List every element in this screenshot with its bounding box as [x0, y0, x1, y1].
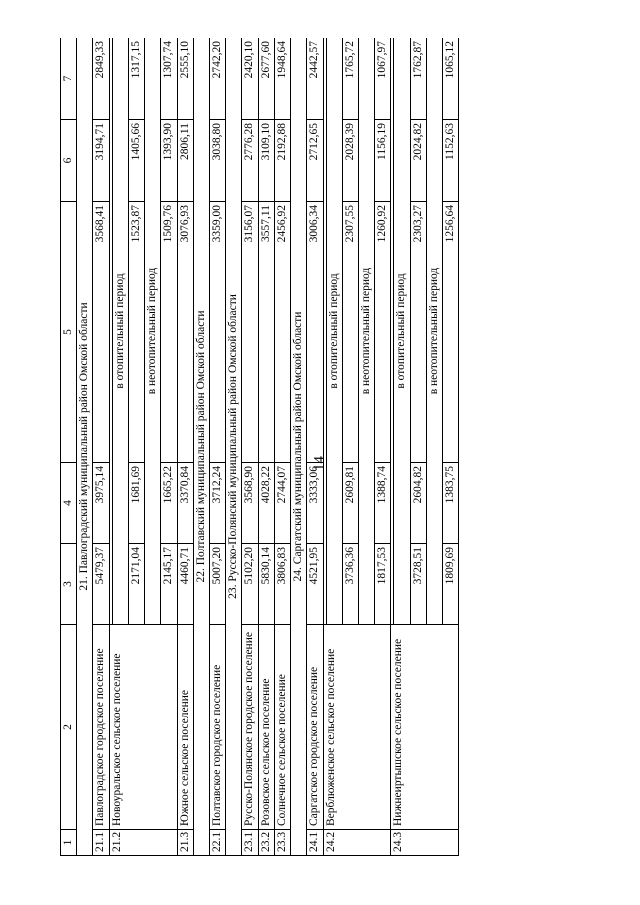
column-header: 2	[61, 625, 77, 830]
column-header: 7	[61, 38, 77, 120]
table-row	[274, 38, 290, 856]
value-cell: 3728,51	[410, 544, 426, 625]
row-number: 21.3	[177, 830, 193, 856]
value-cell: 4028,22	[258, 463, 274, 544]
value-cell: 3076,93	[177, 202, 193, 463]
value-cell: 1762,87	[410, 38, 426, 120]
column-header: 1	[61, 830, 77, 856]
value-cell: 3370,84	[177, 463, 193, 544]
value-cell: 2192,88	[274, 120, 290, 202]
value-cell: 1509,76	[161, 202, 177, 463]
value-cell: 1065,12	[443, 38, 459, 120]
value-cell: 5007,20	[209, 544, 225, 625]
table-row	[242, 38, 258, 856]
value-cell: 1156,19	[375, 120, 391, 202]
value-cell: 1405,66	[128, 120, 144, 202]
value-cell: 2712,65	[307, 120, 323, 202]
tariff-table	[60, 38, 459, 856]
value-cell: 1681,69	[128, 463, 144, 544]
value-cell: 1317,15	[128, 38, 144, 120]
value-cell: 5479,37	[93, 544, 109, 625]
row-number: 23.2	[258, 830, 274, 856]
row-number: 21.2	[109, 830, 177, 856]
page-number: 14	[311, 456, 328, 471]
column-header: 5	[61, 202, 77, 463]
value-cell: 2171,04	[128, 544, 144, 625]
value-cell: 3156,07	[242, 202, 258, 463]
column-number-header	[61, 38, 77, 856]
section-row	[77, 38, 93, 856]
section-title: 23. Русско-Полянский муниципальный район Омской области	[226, 38, 242, 856]
value-cell: 2442,57	[307, 38, 323, 120]
period-label: в отопительный период	[326, 38, 342, 625]
value-cell: 3712,24	[209, 463, 225, 544]
value-cell: 2849,33	[93, 38, 109, 120]
period-label: в отопительный период	[112, 38, 128, 625]
period-label: в отопительный период	[394, 38, 410, 625]
value-cell: 3975,14	[93, 463, 109, 544]
period-label: в неотопительный период	[426, 38, 442, 625]
settlement-name: Солнечное сельское поселение	[274, 625, 290, 830]
value-cell: 3568,90	[242, 463, 258, 544]
settlement-name: Нижнеиртышское сельское поселение	[391, 625, 459, 830]
settlement-name: Верблюженское сельское поселение	[323, 625, 391, 830]
settlement-name: Южное сельское поселение	[177, 625, 193, 830]
value-cell: 3109,10	[258, 120, 274, 202]
value-cell: 3333,06	[307, 463, 323, 544]
table-row	[209, 38, 225, 856]
value-cell: 2609,81	[342, 463, 358, 544]
value-cell: 3806,83	[274, 544, 290, 625]
row-number: 24.1	[307, 830, 323, 856]
value-cell: 3736,36	[342, 544, 358, 625]
column-header: 3	[61, 544, 77, 625]
value-cell: 1256,64	[443, 202, 459, 463]
table-row	[258, 38, 274, 856]
row-number: 24.2	[323, 830, 391, 856]
value-cell: 1260,92	[375, 202, 391, 463]
value-cell: 5102,20	[242, 544, 258, 625]
value-cell: 1817,53	[375, 544, 391, 625]
value-cell: 3006,34	[307, 202, 323, 463]
section-title: 21. Павлоградский муниципальный район Омской области	[77, 38, 93, 856]
period-label: в неотопительный период	[145, 38, 161, 625]
settlement-name: Полтавское городское поселение	[209, 625, 225, 830]
value-cell: 1665,22	[161, 463, 177, 544]
value-cell: 2145,17	[161, 544, 177, 625]
value-cell: 2806,11	[177, 120, 193, 202]
value-cell: 1948,64	[274, 38, 290, 120]
value-cell: 1388,74	[375, 463, 391, 544]
row-number: 23.3	[274, 830, 290, 856]
value-cell: 2604,82	[410, 463, 426, 544]
value-cell: 2742,20	[209, 38, 225, 120]
table-row	[93, 38, 109, 856]
value-cell: 1523,87	[128, 202, 144, 463]
value-cell: 2456,92	[274, 202, 290, 463]
value-cell: 1067,97	[375, 38, 391, 120]
value-cell: 3568,41	[93, 202, 109, 463]
value-cell: 1383,75	[443, 463, 459, 544]
value-cell: 4460,71	[177, 544, 193, 625]
value-cell: 2776,28	[242, 120, 258, 202]
value-cell: 1393,90	[161, 120, 177, 202]
table-sheet	[60, 38, 580, 856]
table-row	[307, 38, 323, 856]
column-header: 4	[61, 463, 77, 544]
rotated-table-container	[60, 38, 580, 856]
row-number: 23.1	[242, 830, 258, 856]
value-cell: 3194,71	[93, 120, 109, 202]
value-cell: 3557,11	[258, 202, 274, 463]
row-number: 22.1	[209, 830, 225, 856]
value-cell: 1809,69	[443, 544, 459, 625]
value-cell: 1307,74	[161, 38, 177, 120]
value-cell: 2744,07	[274, 463, 290, 544]
row-number: 21.1	[93, 830, 109, 856]
table-row	[177, 38, 193, 856]
section-row	[193, 38, 209, 856]
period-label: в неотопительный период	[358, 38, 374, 625]
value-cell: 3359,00	[209, 202, 225, 463]
table-body	[77, 38, 459, 856]
settlement-name: Русско-Полянское городское поселение	[242, 625, 258, 830]
value-cell: 2677,60	[258, 38, 274, 120]
value-cell: 2555,10	[177, 38, 193, 120]
value-cell: 2307,55	[342, 202, 358, 463]
value-cell: 1765,72	[342, 38, 358, 120]
value-cell: 4521,95	[307, 544, 323, 625]
value-cell: 1152,63	[443, 120, 459, 202]
settlement-name: Саргатское городское поселение	[307, 625, 323, 830]
value-cell: 2028,39	[342, 120, 358, 202]
section-title: 24. Саргатский муниципальный район Омской области	[291, 38, 307, 856]
settlement-name: Новоуральское сельское поселение	[109, 625, 177, 830]
value-cell: 2024,82	[410, 120, 426, 202]
section-row	[291, 38, 307, 856]
value-cell: 3038,80	[209, 120, 225, 202]
settlement-name: Павлоградское городское поселение	[93, 625, 109, 830]
value-cell: 2303,27	[410, 202, 426, 463]
value-cell: 2420,10	[242, 38, 258, 120]
value-cell: 5830,14	[258, 544, 274, 625]
section-row	[226, 38, 242, 856]
section-title: 22. Полтавский муниципальный район Омской области	[193, 38, 209, 856]
column-header: 6	[61, 120, 77, 202]
row-number: 24.3	[391, 830, 459, 856]
settlement-name: Розовское сельское поселение	[258, 625, 274, 830]
